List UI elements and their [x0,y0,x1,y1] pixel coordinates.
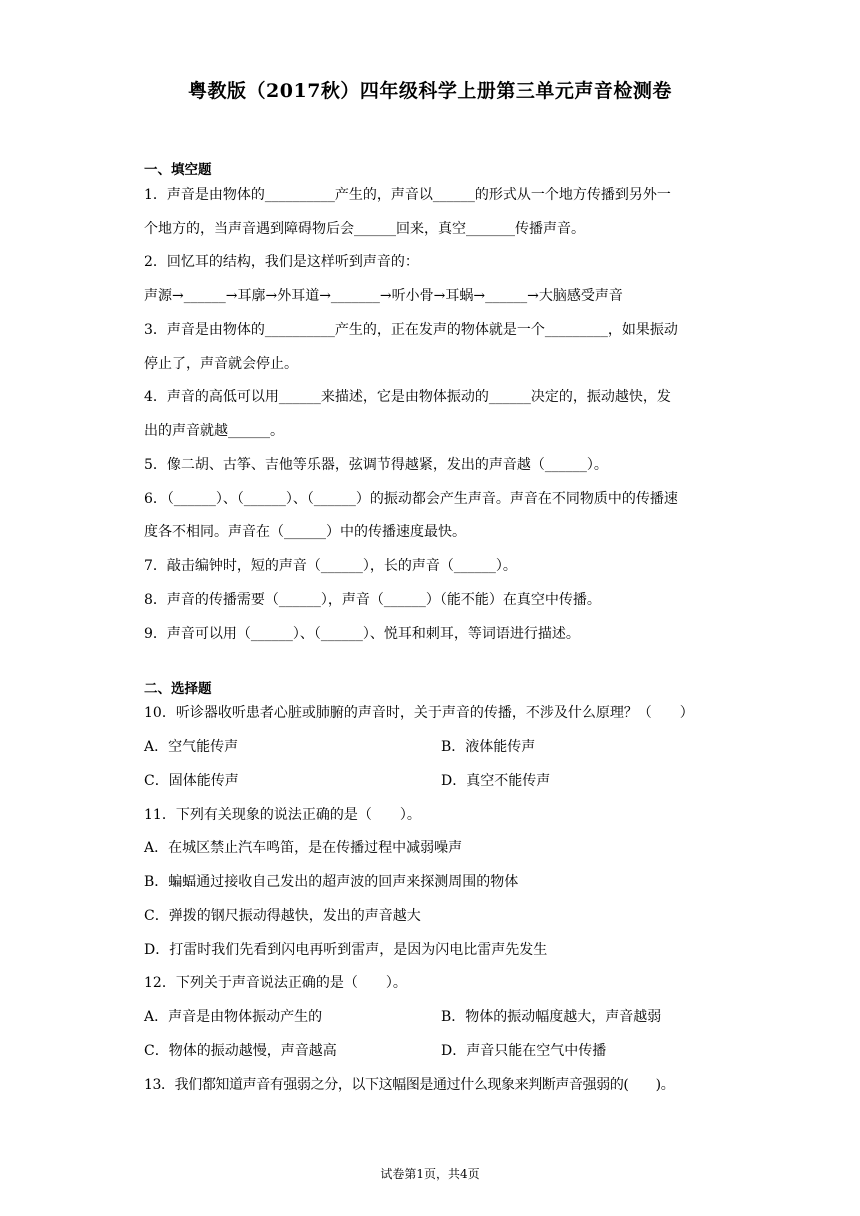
option-d: D．声音只能在空气中传播 [441,1043,607,1059]
question-line: 7．敲击编钟时，短的声音（______），长的声音（______）。 [144,558,517,574]
option-d: D．打雷时我们先看到闪电再听到雷声，是因为闪电比雷声先发生 [144,942,548,958]
question-line: 6．（______）、（______）、（______）的振动都会产生声音。声音在不同物质中的传播速 [144,491,678,507]
question-line: 9．声音可以用（______）、（______）、悦耳和刺耳，等词语进行描述。 [144,626,580,642]
option-b: B．物体的振动幅度越大，声音越弱 [441,1009,662,1025]
option-b: B．液体能传声 [441,739,536,755]
option-d: D．真空不能传声 [441,773,551,789]
option-a: A．空气能传声 [144,739,239,755]
question-stem-10: 10．听诊器收听患者心脏或肺腑的声音时，关于声音的传播，不涉及什么原理？（ ） [144,705,694,721]
option-c: C．物体的振动越慢，声音越高 [144,1043,337,1059]
option-c: C．弹拨的钢尺振动得越快，发出的声音越大 [144,908,421,924]
question-line: 个地方的，当声音遇到障碍物后会______回来，真空_______传播声音。 [144,221,585,237]
question-line: 4．声音的高低可以用______来描述，它是由物体振动的______决定的，振动越快，发 [144,389,671,405]
question-stem-13: 13．我们都知道声音有强弱之分，以下这幅图是通过什么现象来判断声音强弱的( )。 [144,1077,675,1093]
question-stem-12: 12．下列关于声音说法正确的是（ ）。 [144,975,407,991]
option-c: C．固体能传声 [144,773,239,789]
question-stem-11: 11．下列有关现象的说法正确的是（ ）。 [144,807,421,823]
page-title: 粤教版（2017秋）四年级科学上册第三单元声音检测卷 [188,80,672,102]
question-line: 3．声音是由物体的__________产生的，正在发声的物体就是一个_________，如果振动 [144,322,678,338]
question-line: 停止了，声音就会停止。 [144,356,298,372]
question-line: 声源→______→耳廓→外耳道→_______→听小骨→耳蜗→______→大脑感受声音 [144,288,623,304]
question-line: 2．回忆耳的结构，我们是这样听到声音的： [144,254,419,270]
question-line: 5．像二胡、古筝、吉他等乐器，弦调节得越紧，发出的声音越（______）。 [144,457,608,473]
option-a: A．声音是由物体振动产生的 [144,1009,323,1025]
page-footer: 试卷第1页，共4页 [380,1167,480,1181]
section-heading-choice: 二、选择题 [144,681,212,697]
question-line: 1．声音是由物体的__________产生的，声音以______的形式从一个地方传播到另外一 [144,187,671,203]
question-line: 度各不相同。声音在（______）中的传播速度最快。 [144,524,466,540]
option-b: B．蝙蝠通过接收自己发出的超声波的回声来探测周围的物体 [144,874,519,890]
option-a: A．在城区禁止汽车鸣笛，是在传播过程中减弱噪声 [144,840,463,856]
question-line: 8．声音的传播需要（______），声音（______）（能不能）在真空中传播。 [144,592,601,608]
question-line: 出的声音就越______。 [144,423,284,439]
section-heading-fill: 一、填空题 [144,162,212,178]
